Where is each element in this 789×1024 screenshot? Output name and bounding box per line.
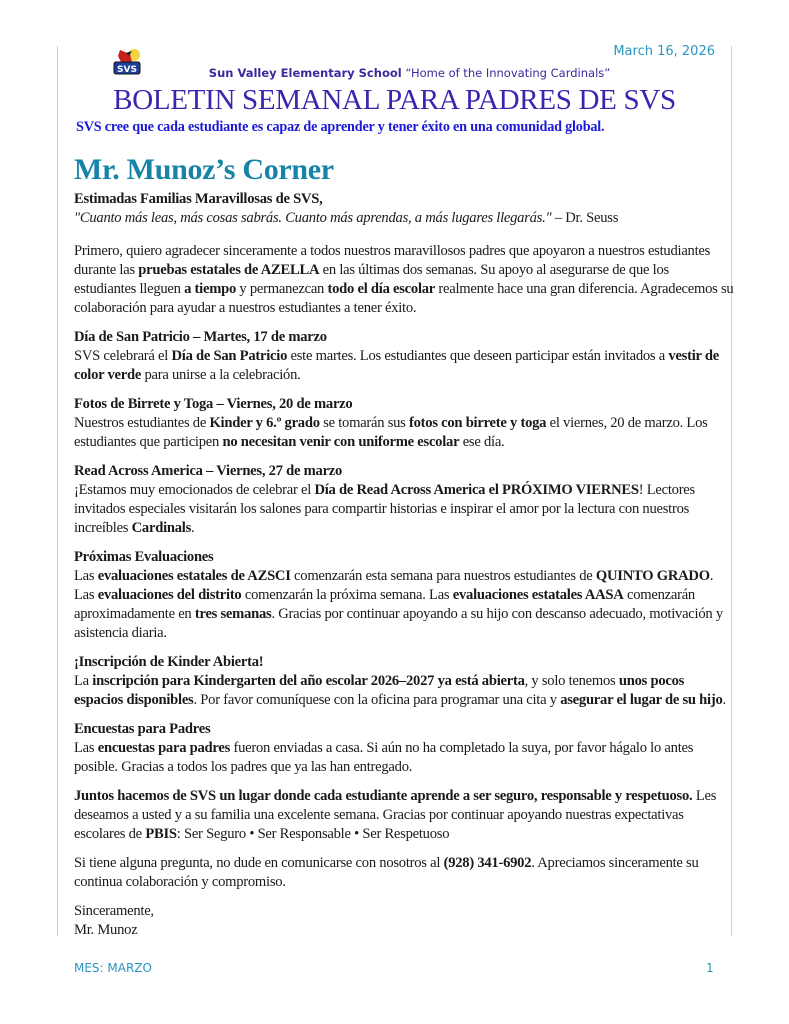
section-heading: Próximas Evaluaciones	[74, 549, 214, 565]
text-run: : Ser Seguro • Ser Responsable • Ser Respetuoso	[176, 826, 450, 842]
quote-text: "Cuanto más leas, más cosas sabrás. Cuanto más aprendas, a más lugares llegarás."	[74, 210, 552, 226]
section-body	[74, 242, 734, 318]
bold-text: (928) 341-6902	[443, 855, 532, 871]
text-run: Nuestros estudiantes de	[74, 415, 210, 431]
section-body	[74, 481, 734, 538]
bold-text: inscripción para Kindergarten del año escolar 2026–2027 ya está abierta	[92, 673, 525, 689]
section-body	[74, 414, 734, 452]
signature: Mr. Munoz	[74, 922, 138, 938]
section-heading: Fotos de Birrete y Toga – Viernes, 20 de marzo	[74, 396, 353, 412]
page-number: 1	[706, 961, 714, 975]
closing-block	[74, 902, 734, 940]
text-run: comenzarán la próxima semana. Las	[241, 587, 453, 603]
school-name-line	[0, 66, 789, 80]
section	[74, 653, 734, 710]
page-border-left	[57, 46, 58, 936]
bold-text: PBIS	[145, 826, 177, 842]
bold-text: asegurar el lugar de su hijo	[560, 692, 723, 708]
section	[74, 787, 734, 844]
quote-author: – Dr. Seuss	[551, 210, 619, 226]
school-motto: “Home of the Innovating Cardinals”	[405, 66, 611, 80]
newsletter-date: March 16, 2026	[613, 44, 715, 59]
section	[74, 720, 734, 777]
text-run: La	[74, 673, 93, 689]
bold-text: Kinder y 6.º grado	[209, 415, 320, 431]
bold-text: tres semanas	[194, 606, 272, 622]
bold-text: evaluaciones del distrito	[97, 587, 242, 603]
text-run: . Gracias por continuar apoyando a su hijo con descanso adecuado, motivación y asistencia diaria.	[74, 606, 723, 641]
bold-text: evaluaciones estatales de AZSCI	[97, 568, 291, 584]
bold-text: unos pocos espacios disponibles	[74, 673, 685, 708]
section-body	[74, 567, 734, 643]
text-run: Primero, quiero agradecer sinceramente a todos nuestros maravillosos padres que apoyaron a nuestros estudiantes durante las	[74, 243, 711, 278]
text-run: en las últimas dos semanas. Su apoyo al asegurarse de que los estudiantes lleguen	[74, 262, 669, 297]
text-run: realmente hace una gran diferencia. Agradecemos su colaboración para ayudar a nuestros estudiantes a tener éxito.	[74, 281, 734, 316]
text-run: Las	[74, 568, 98, 584]
text-run: fueron enviadas a casa. Si aún no ha completado la suya, por favor hágalo lo antes posible. Gracias a todos los padres que ya las han entregado.	[74, 740, 694, 775]
bold-text: vestir de color verde	[74, 348, 719, 383]
section-body	[74, 739, 734, 777]
text-run: el viernes, 20 de marzo. Los estudiantes que participen	[74, 415, 708, 450]
closing: Sinceramente,	[74, 903, 154, 919]
section	[74, 854, 734, 892]
section	[74, 328, 734, 385]
newsletter-title: BOLETIN SEMANAL PARA PADRES DE SVS	[113, 84, 676, 116]
section	[74, 242, 734, 318]
bold-text: todo el día escolar	[327, 281, 436, 297]
section-heading: Encuestas para Padres	[74, 721, 211, 737]
text-run: se tomarán sus	[319, 415, 410, 431]
bold-text: fotos con birrete y toga	[409, 415, 547, 431]
section	[74, 462, 734, 538]
section-heading: ¡Inscripción de Kinder Abierta!	[74, 654, 264, 670]
bold-text: evaluaciones estatales AASA	[452, 587, 624, 603]
text-run: . Las	[74, 568, 714, 603]
bold-text: a tiempo	[184, 281, 237, 297]
greeting: Estimadas Familias Maravillosas de SVS,	[74, 191, 323, 207]
text-run: este martes. Los estudiantes que deseen participar están invitados a	[287, 348, 669, 364]
text-run: Les deseamos a usted y a su familia una excelente semana. Gracias por continuar apoyando nuestras expectativas escolares de	[74, 788, 717, 842]
text-run: comenzarán esta semana para nuestros estudiantes de	[290, 568, 596, 584]
text-run: , y solo tenemos	[524, 673, 619, 689]
bold-text: encuestas para padres	[97, 740, 231, 756]
text-run: para unirse a la celebración.	[141, 367, 301, 383]
quote	[74, 209, 734, 228]
section-body	[74, 787, 734, 844]
footer-month: MES: MARZO	[74, 961, 152, 975]
school-tagline: SVS cree que cada estudiante es capaz de aprender y tener éxito en una comunidad global.	[76, 119, 605, 135]
section-body	[74, 672, 734, 710]
section	[74, 395, 734, 452]
text-run: . Por favor comuníquese con la oficina para programar una cita y	[193, 692, 561, 708]
text-run: Si tiene alguna pregunta, no dude en comunicarse con nosotros al	[74, 855, 444, 871]
text-run: .	[722, 692, 726, 708]
bold-text: no necesitan venir con uniforme escolar	[222, 434, 460, 450]
text-run: .	[191, 520, 195, 536]
svg-text:SVS: SVS	[117, 65, 137, 75]
bold-text: pruebas estatales de AZELLA	[138, 262, 320, 278]
main-content	[74, 152, 734, 940]
sections	[74, 242, 734, 892]
text-run: Las	[74, 740, 98, 756]
bold-text: Cardinals	[131, 520, 192, 536]
bold-text: Juntos hacemos de SVS un lugar donde cada estudiante aprende a ser seguro, responsable y respetuoso.	[74, 788, 693, 804]
bold-text: Día de Read Across America el PRÓXIMO VIERNES	[314, 482, 639, 498]
text-run: ! Lectores invitados especiales visitarán los salones para compartir historias e inspirar el amor por la lectura con nuestros increíbles	[74, 482, 695, 536]
section	[74, 548, 734, 643]
bold-text: Día de San Patricio	[171, 348, 288, 364]
text-run: . Apreciamos sinceramente su continua colaboración y compromiso.	[74, 855, 699, 890]
section-body	[74, 854, 734, 892]
section-body	[74, 347, 734, 385]
text-run: y permanezcan	[236, 281, 328, 297]
bold-text: QUINTO GRADO	[595, 568, 710, 584]
page-title: Mr. Munoz’s Corner	[74, 153, 334, 186]
school-name: Sun Valley Elementary School	[208, 66, 402, 80]
text-run: ¡Estamos muy emocionados de celebrar el	[74, 482, 315, 498]
section-heading: Día de San Patricio – Martes, 17 de marzo	[74, 329, 327, 345]
text-run: SVS celebrará el	[74, 348, 172, 364]
text-run: ese día.	[459, 434, 505, 450]
text-run: comenzarán aproximadamente en	[74, 587, 695, 622]
section-heading: Read Across America – Viernes, 27 de marzo	[74, 463, 343, 479]
